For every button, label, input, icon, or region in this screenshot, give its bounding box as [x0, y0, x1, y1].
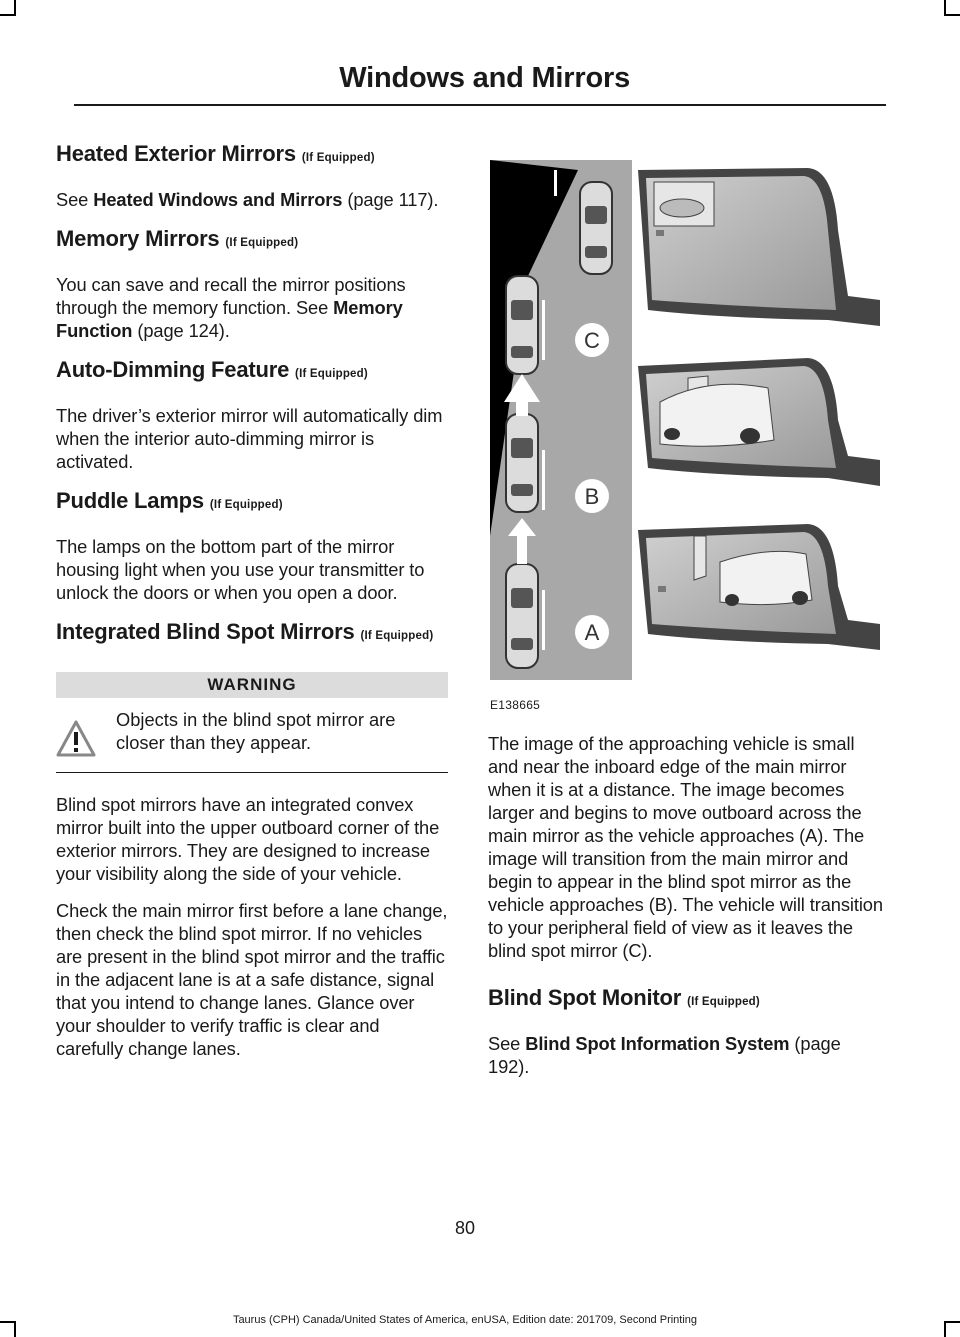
section-heated-mirrors: [56, 140, 448, 211]
section-auto-dimming: [56, 356, 448, 473]
heated-mirrors-text: See Heated Windows and Mirrors (page 117).: [56, 189, 439, 210]
if-equipped-suffix: (If Equipped): [295, 368, 368, 380]
blind-spot-text-2: Check the main mirror first before a lane change, then check the blind spot mirror. If no vehicles are present in the blind spot mirror and the traffic in the adjacent lane is at a safe distance, signal that you intend to change lanes. Glance over your shoulder to verify traffic is clear and carefully change lanes.: [56, 900, 448, 1059]
section-memory-mirrors: [56, 225, 448, 342]
if-equipped-suffix: (If Equipped): [687, 996, 760, 1008]
link-blind-spot-information-system[interactable]: Blind Spot Information System: [525, 1033, 790, 1054]
if-equipped-suffix: (If Equipped): [301, 152, 375, 164]
blind-spot-figure: [488, 150, 884, 694]
blind-spot-illustration: [488, 150, 884, 694]
warning-title: WARNING: [56, 672, 448, 698]
footer: Taurus (CPH) Canada/United States of America, enUSA, Edition date: 201709, Second Printing: [232, 1314, 698, 1326]
mirror-c: [638, 168, 880, 326]
figure-code: E138665: [490, 698, 541, 712]
heading-blind-spot-mirrors: Integrated Blind Spot Mirrors (If Equipped): [56, 619, 434, 644]
link-memory-function[interactable]: Memory Function: [56, 297, 403, 341]
blind-spot-text-1: Blind spot mirrors have an integrated convex mirror built into the upper outboard corner of the exterior mirrors. They are designed to increase your visibility along the side of your vehicle.: [56, 794, 440, 884]
crop-mark: [944, 1321, 960, 1323]
if-equipped-suffix: (If Equipped): [225, 237, 299, 249]
warning-triangle-icon: [56, 720, 96, 758]
warning-body: [56, 698, 448, 773]
page-title: Windows and Mirrors: [339, 62, 630, 94]
car-b-icon: [506, 414, 538, 512]
label-b: B: [584, 484, 600, 509]
lane-dash: [542, 300, 545, 360]
warning-text: Objects in the blind spot mirror are closer than they appear.: [116, 709, 396, 753]
if-equipped-suffix: (If Equipped): [209, 499, 283, 511]
page-number: 80: [454, 1218, 476, 1238]
car-c-icon: [506, 276, 538, 374]
crop-mark: [0, 14, 16, 16]
car-top-icon: [580, 182, 612, 274]
if-equipped-suffix: (If Equipped): [360, 630, 434, 642]
section-blind-spot-mirrors: [56, 618, 448, 1060]
left-column: [56, 140, 448, 1074]
approaching-vehicle-text: The image of the approaching vehicle is small and near the inboard edge of the main mirror when it is at a distance. The image becomes larger and begins to move outboard across the main mirror as the vehicle approaches (A). The image will transition from the main mirror and begin to appear in the blind spot mirror as the vehicle approaches (B). The vehicle will transition to your peripheral field of view as it leaves the blind spot mirror (C).: [488, 733, 883, 961]
section-blind-spot-monitor: [488, 984, 884, 1078]
crop-mark: [944, 1321, 946, 1337]
heading-blind-spot-monitor: Blind Spot Monitor (If Equipped): [488, 985, 760, 1010]
lane-dash: [542, 590, 545, 650]
header-rule: [74, 104, 886, 106]
heading-puddle-lamps: Puddle Lamps (If Equipped): [56, 488, 283, 513]
label-a: A: [584, 620, 600, 645]
label-c: C: [584, 328, 600, 353]
crop-mark: [944, 14, 960, 16]
mirror-a: [638, 524, 880, 650]
section-puddle-lamps: [56, 487, 448, 604]
car-a-icon: [506, 564, 538, 668]
lane-dash: [542, 450, 545, 510]
heading-memory-mirrors: Memory Mirrors (If Equipped): [56, 226, 299, 251]
auto-dimming-text: The driver’s exterior mirror will automatically dim when the interior auto-dimming mirror is activated.: [56, 405, 443, 472]
lane-dash: [554, 170, 557, 196]
warning-box: [56, 672, 448, 773]
memory-mirrors-text: You can save and recall the mirror positions through the memory function. See Memory Function (page 124).: [56, 274, 406, 341]
link-heated-windows-and-mirrors[interactable]: Heated Windows and Mirrors: [93, 189, 343, 210]
right-column: [488, 140, 884, 1092]
mirror-b: [638, 358, 880, 486]
heading-auto-dimming: Auto-Dimming Feature (If Equipped): [56, 357, 368, 382]
puddle-lamps-text: The lamps on the bottom part of the mirror housing light when you use your transmitter to unlock the doors or when you open a door.: [56, 536, 425, 603]
heading-heated-mirrors: Heated Exterior Mirrors (If Equipped): [56, 141, 375, 166]
blind-spot-monitor-text: See Blind Spot Information System (page 192).: [488, 1033, 841, 1077]
